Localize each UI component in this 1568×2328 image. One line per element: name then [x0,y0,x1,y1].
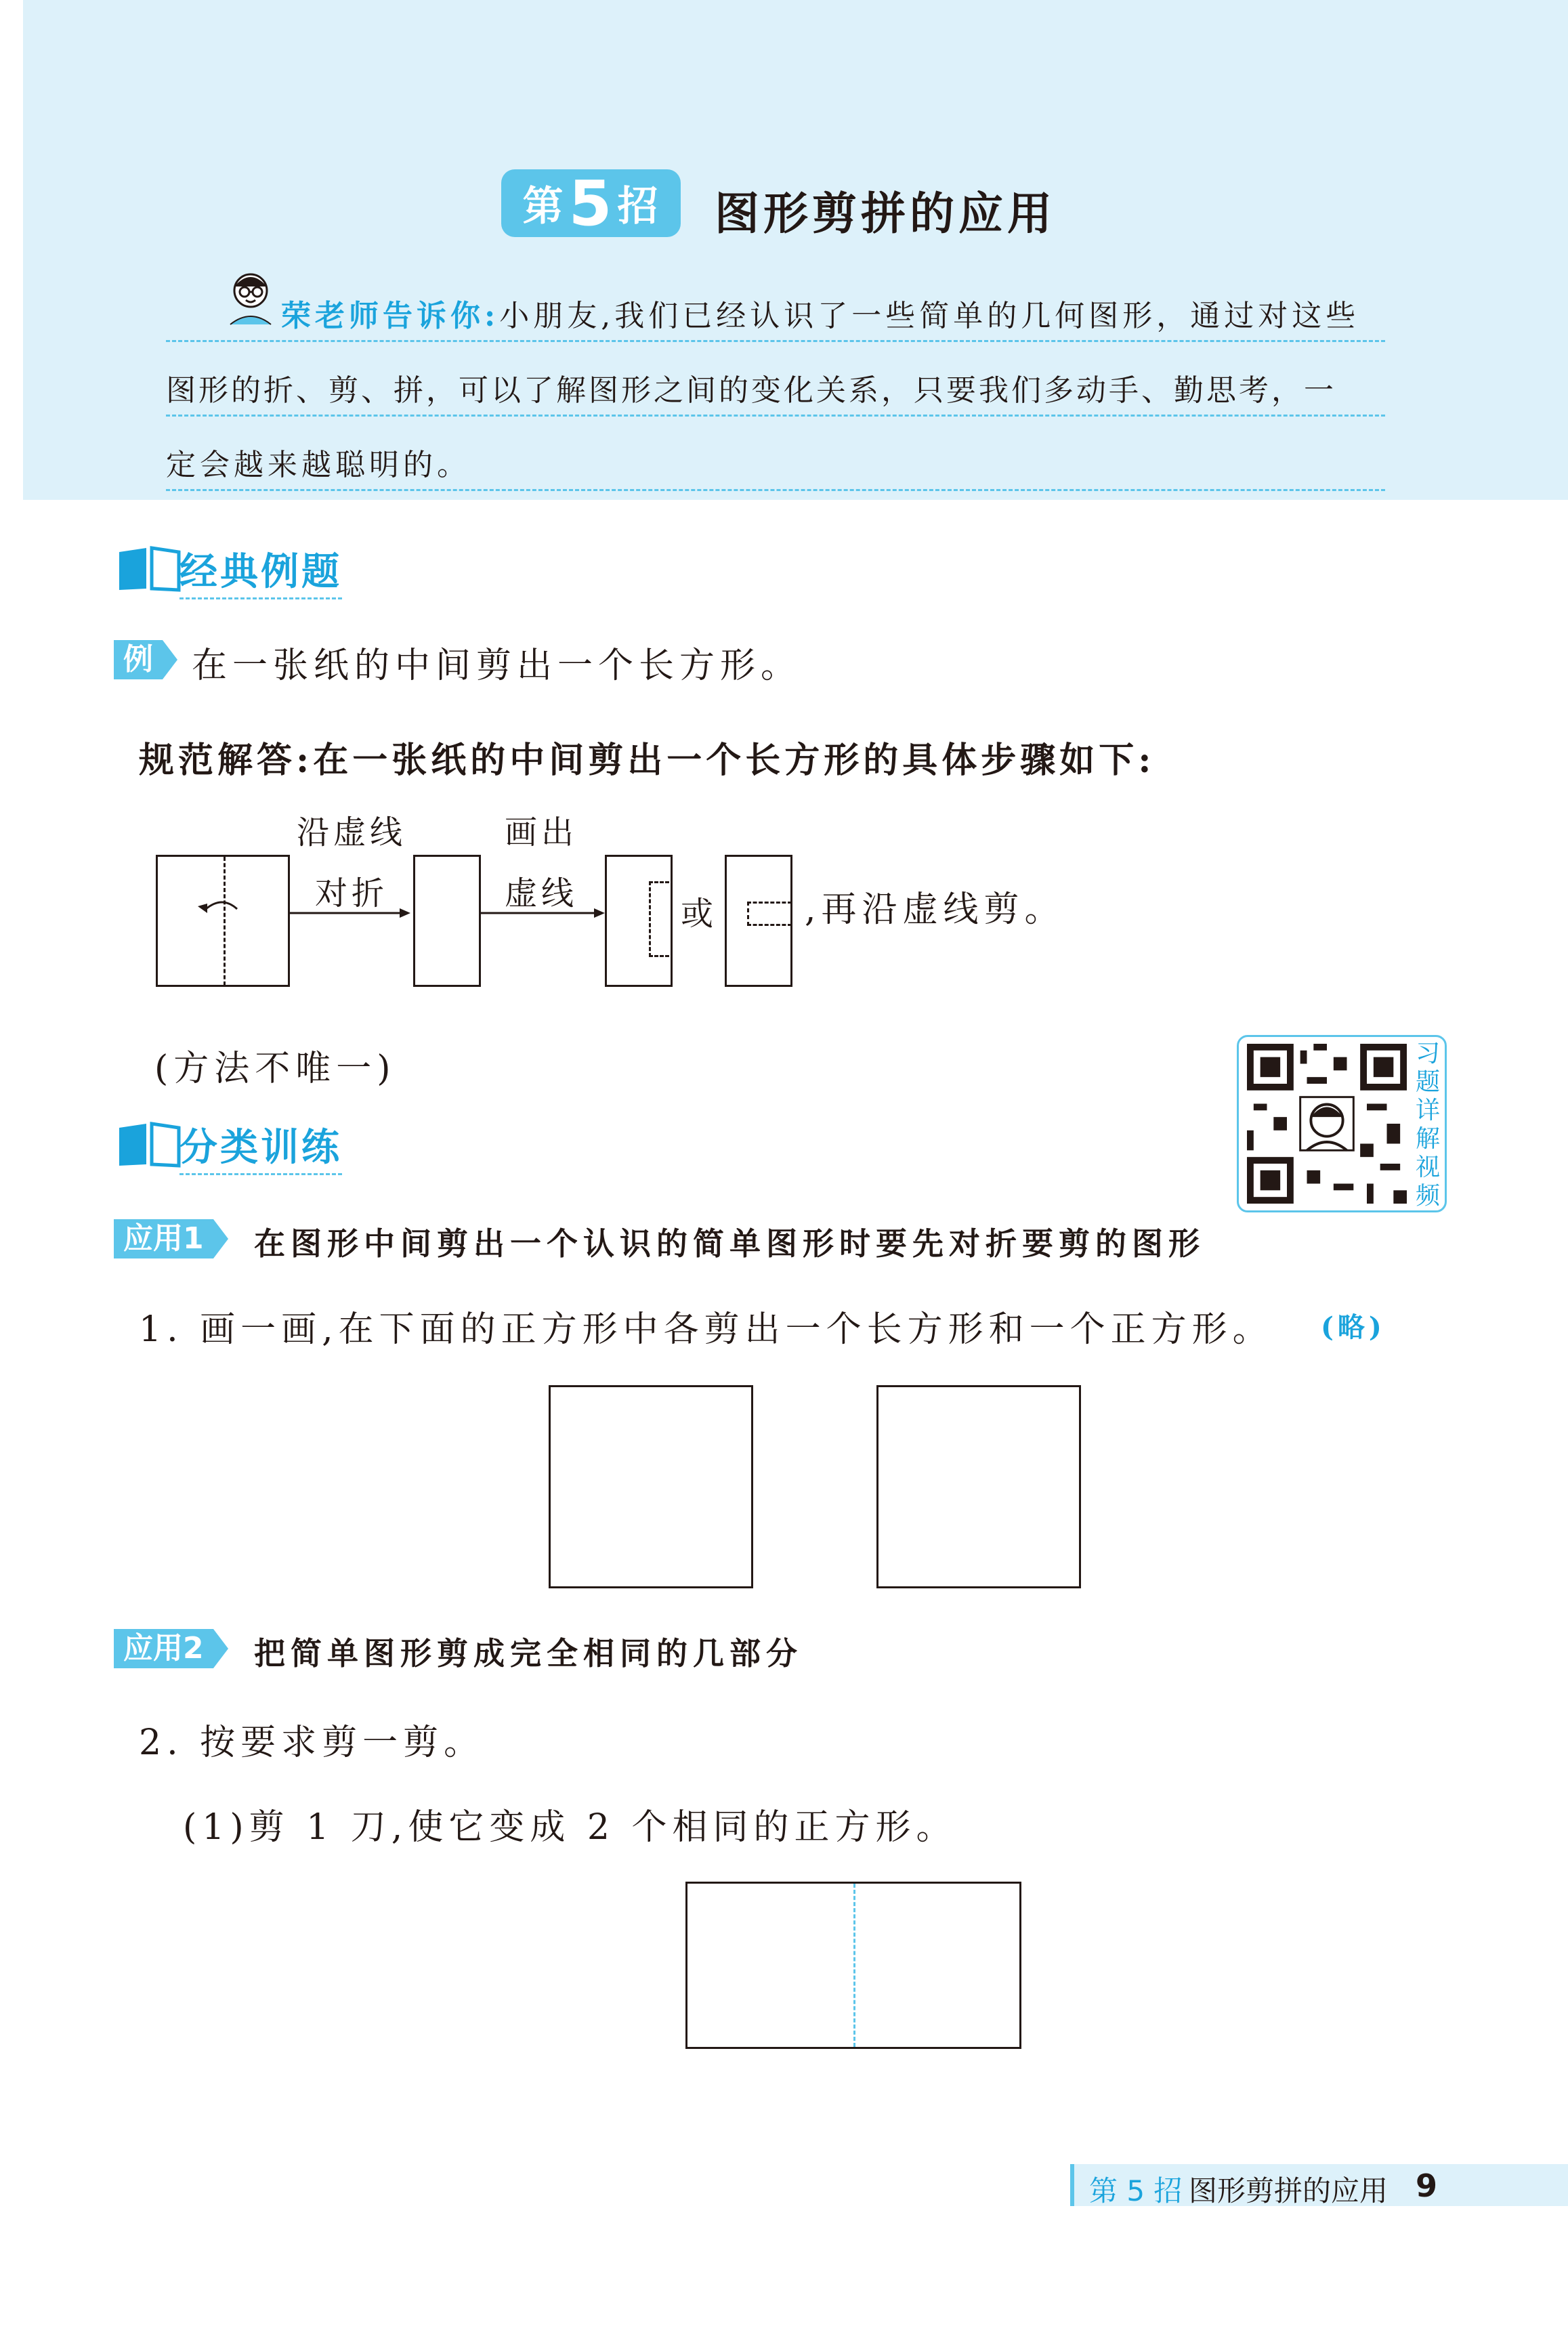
example-tag-arrow [163,640,177,679]
footer-title: 图形剪拼的应用 [1189,2174,1389,2207]
qr-label-char: 习 [1415,1040,1440,1067]
question-1: 1. 画一画,在下面的正方形中各剪出一个长方形和一个正方形。 [139,1309,1273,1350]
square-2[interactable] [876,1385,1081,1588]
cut-line [853,1884,855,2047]
intro-line-2: 图形的折、剪、拼，可以了解图形之间的变化关系，只要我们多动手、勤思考，一 [166,366,1385,417]
qr-label-char: 题 [1415,1068,1440,1096]
qr-code-icon[interactable] [1246,1044,1408,1204]
fold-arrow-icon [195,894,242,928]
book-icon [115,1121,183,1168]
intro-line-3: 定会越来越聪明的。 [166,440,1385,491]
dashed-cut-outline [747,902,792,926]
qr-code-panel[interactable] [1237,1035,1447,1212]
arrow-icon [290,906,412,920]
arrow-icon [481,906,606,920]
section-heading-training: 分类训练 [179,1118,342,1175]
qr-label-char: 视 [1415,1154,1440,1181]
example-text: 在一张纸的中间剪出一个长方形。 [192,646,802,686]
dashed-cut-outline [649,881,669,957]
badge-suffix: 招 [617,183,660,230]
teacher-label: 荣老师告诉你: [281,299,500,333]
badge-prefix: 第 [522,183,565,230]
example-tag [114,640,177,679]
question-2-part-1: (1)剪 1 刀,使它变成 2 个相同的正方形。 [183,1807,957,1848]
square-1[interactable] [549,1385,753,1588]
paper-square [156,855,290,987]
app1-title: 在图形中间剪出一个认识的简单图形时要先对折要剪的图形 [254,1225,1205,1262]
qr-label-char: 频 [1415,1182,1440,1210]
chapter-badge [501,167,681,240]
method-note: (方法不唯一) [154,1049,396,1089]
footer-accent-line [1070,2164,1074,2206]
question-2: 2. 按要求剪一剪。 [139,1722,485,1763]
step2-top-label: 画出 [505,813,578,851]
then-cut-text: ,再沿虚线剪。 [805,889,1065,930]
app2-title: 把简单图形剪成完全相同的几部分 [254,1635,803,1672]
step1-top-label: 沿虚线 [297,813,407,851]
app2-tag [114,1629,228,1668]
intro-text-1: 小朋友,我们已经认识了一些简单的几何图形，通过对这些 [499,299,1360,333]
solution-text: 规范解答:在一张纸的中间剪出一个长方形的具体步骤如下: [139,740,1156,781]
footer-chapter: 第 5 招 [1089,2174,1183,2207]
app1-tag-arrow [213,1219,228,1258]
app1-tag [114,1219,228,1258]
section-heading-classic: 经典例题 [179,542,342,599]
badge-number: 5 [568,167,614,240]
qr-label [1412,1040,1443,1210]
qr-label-char: 解 [1415,1125,1440,1153]
rectangle-to-cut[interactable] [685,1882,1021,2049]
app1-tag-label: 应用1 [114,1219,213,1258]
folded-paper-option-2 [725,855,792,987]
intro-line-1 [166,291,1385,342]
step1-bottom-label: 对折 [315,874,389,912]
or-text: 或 [681,895,718,933]
folded-paper-option-1 [605,855,673,987]
question-1-answer: (略) [1321,1311,1386,1343]
app2-tag-arrow [213,1629,228,1668]
qr-label-char: 详 [1415,1097,1440,1124]
app2-tag-label: 应用2 [114,1629,213,1668]
book-icon [115,545,183,593]
step2-bottom-label: 虚线 [505,874,578,912]
page-number: 9 [1416,2167,1438,2204]
page-title: 图形剪拼的应用 [715,188,1056,240]
folded-paper [413,855,481,987]
example-tag-label: 例 [114,640,163,679]
header-band [23,0,1568,500]
